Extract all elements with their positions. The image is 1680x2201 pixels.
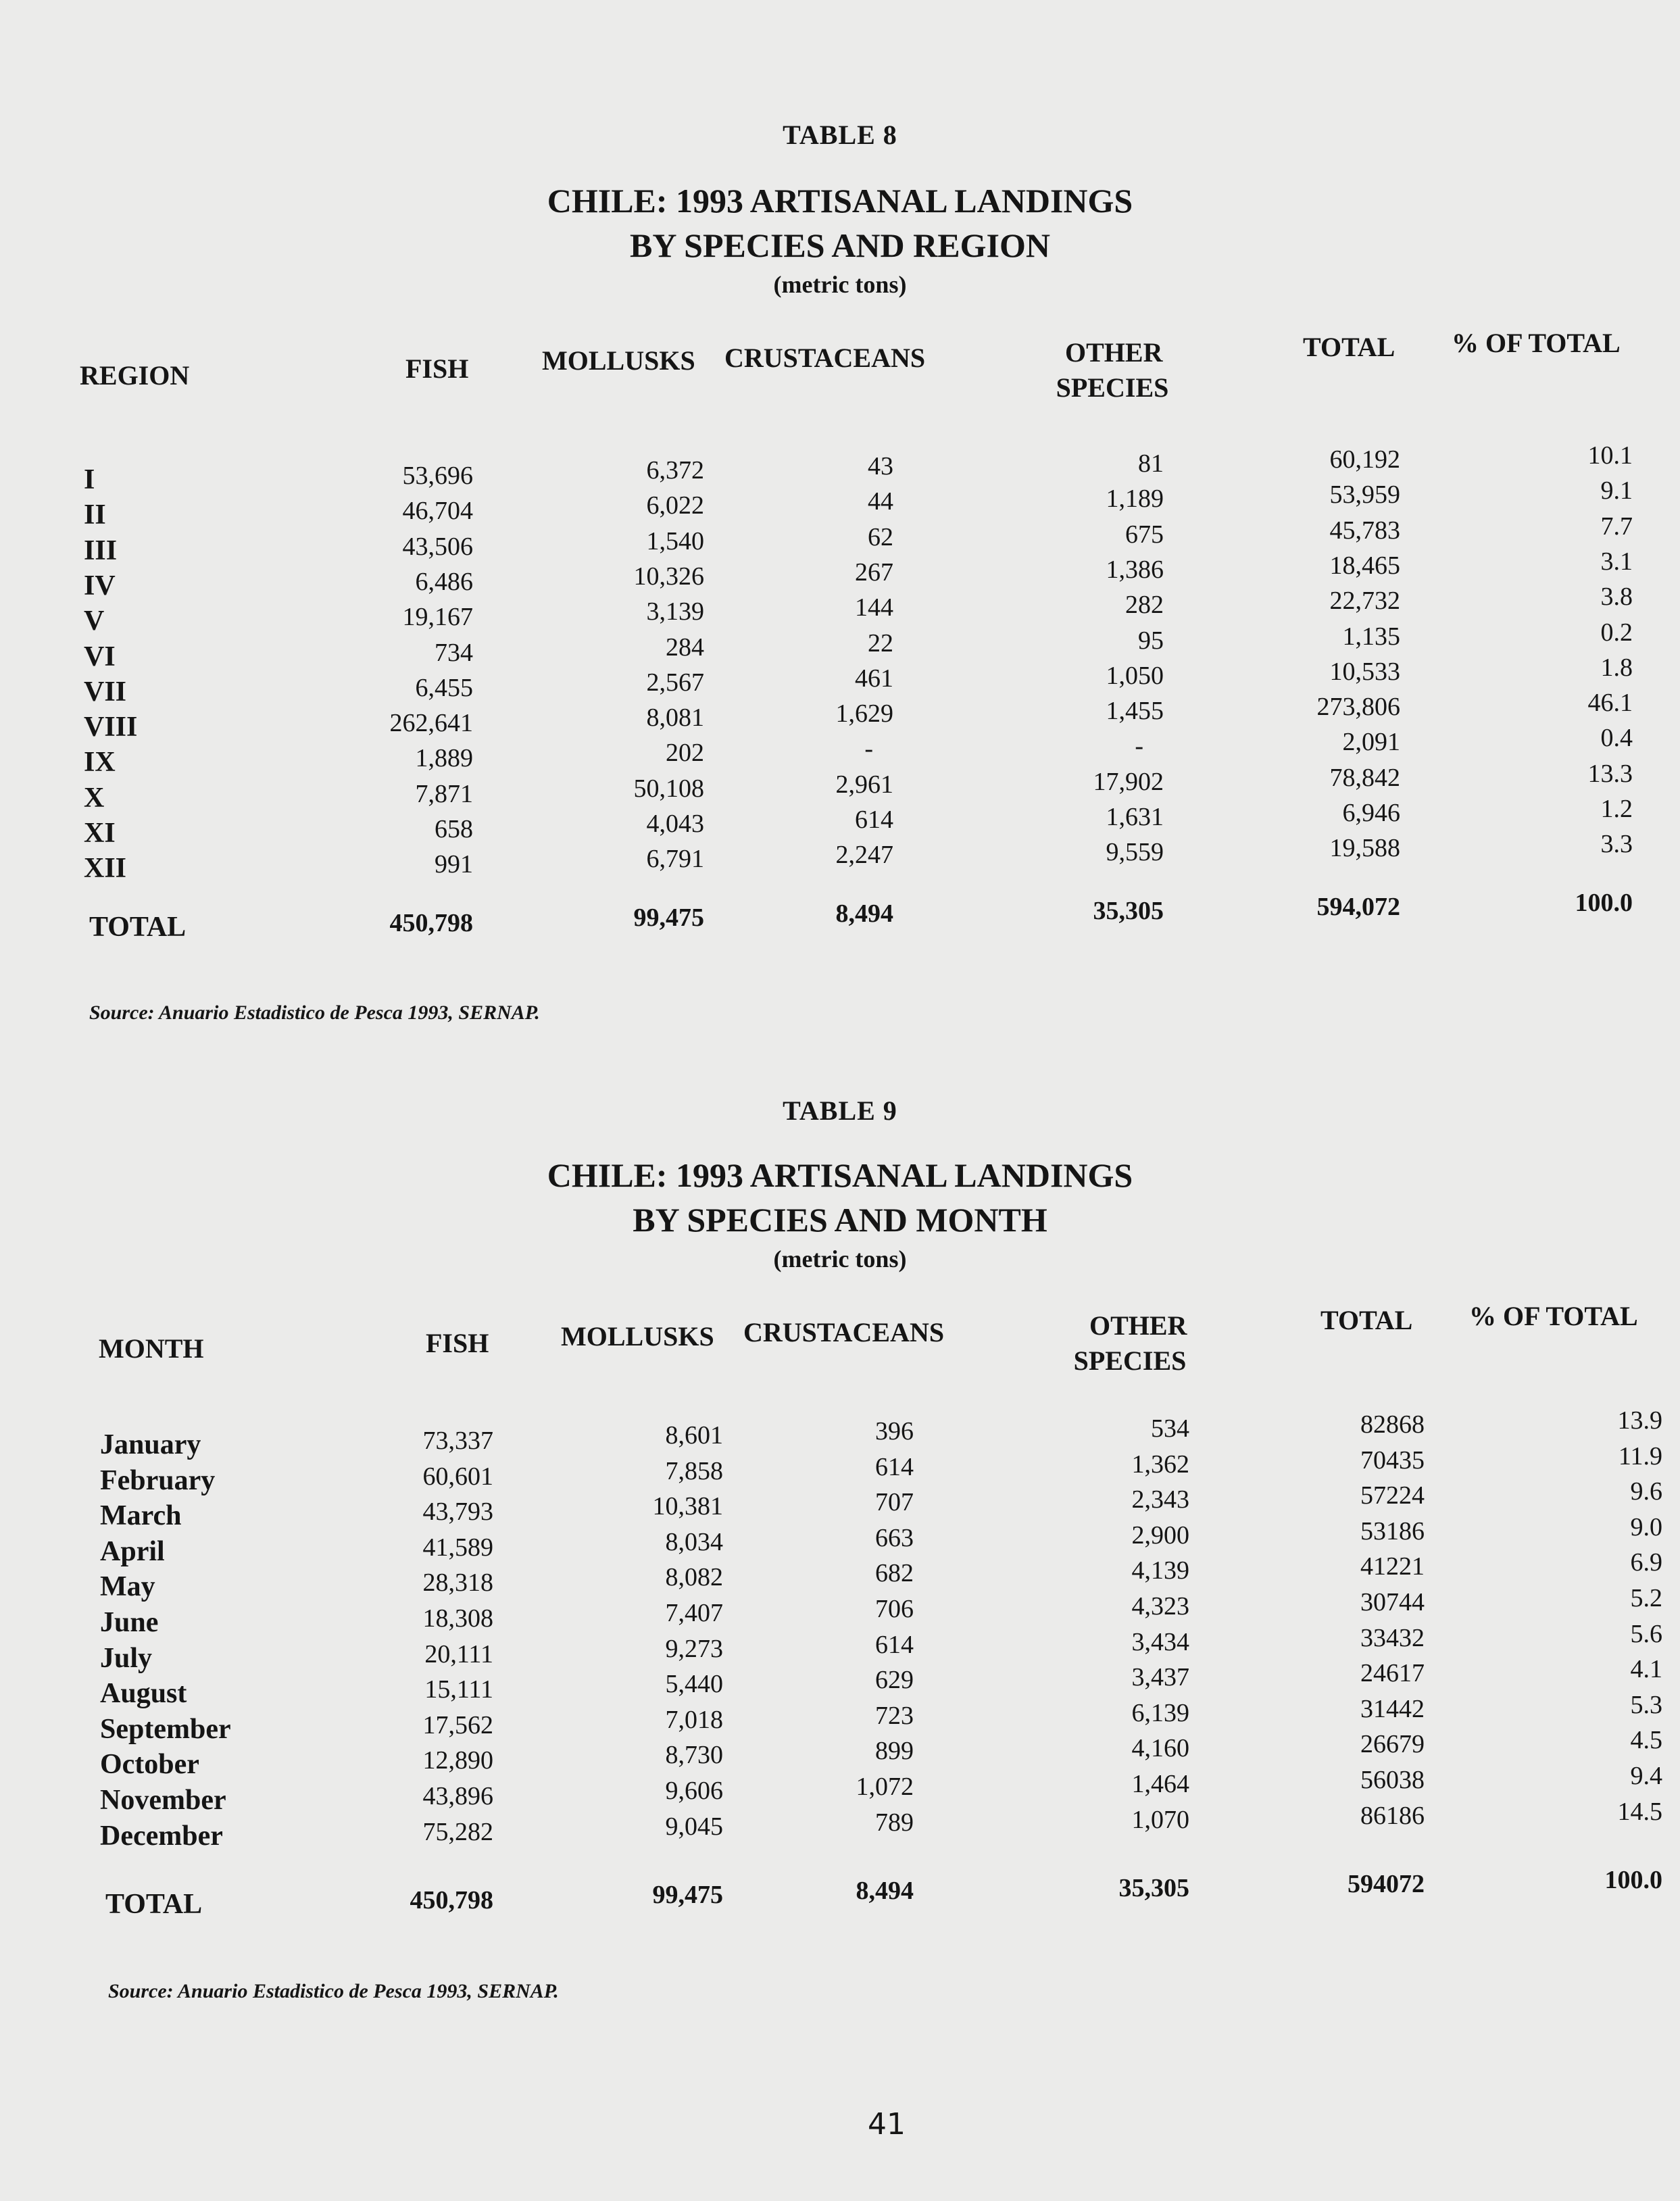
table9-cell-crustaceans: 789 xyxy=(875,1808,914,1837)
table8-total-label: TOTAL xyxy=(89,912,187,943)
table9-cell-total: 53186 xyxy=(1360,1516,1425,1545)
table9-cell-crustaceans: 1,072 xyxy=(856,1773,914,1801)
table8-cell-other: 17,902 xyxy=(1093,767,1164,796)
table8-cell-total: 19,588 xyxy=(1329,834,1400,863)
table9-cell-other: 4,323 xyxy=(1131,1592,1189,1621)
table8-cell-fish: 262,641 xyxy=(389,709,473,738)
table9-cell-pct: 6.9 xyxy=(1630,1548,1662,1577)
table9-cell-total: 31442 xyxy=(1360,1694,1425,1723)
table9-units: (metric tons) xyxy=(773,1245,907,1272)
table9-cell-fish: 73,337 xyxy=(422,1427,493,1455)
table9-cell-fish: 17,562 xyxy=(422,1710,493,1739)
table8-cell-crustaceans: 1,629 xyxy=(835,699,893,728)
table8-total-total: 594,072 xyxy=(1316,893,1400,921)
table8-cell-pct: 1.2 xyxy=(1600,795,1633,823)
table9-source: Source: Anuario Estadistico de Pesca 1993, SERNAP. xyxy=(108,1980,559,2002)
table9-cell-other: 3,434 xyxy=(1131,1627,1189,1656)
table8-cell-total: 18,465 xyxy=(1329,551,1400,580)
table9-cell-total: 33432 xyxy=(1360,1623,1425,1652)
table9-cell-pct: 14.5 xyxy=(1617,1797,1662,1826)
table9-header-mollusks: MOLLUSKS xyxy=(561,1321,714,1352)
page-number: 41 xyxy=(868,2107,906,2142)
table9-cell-total: 41221 xyxy=(1360,1552,1425,1581)
table9-header-other-line2: SPECIES xyxy=(1073,1345,1187,1376)
table9-cell-crustaceans: 707 xyxy=(875,1488,914,1517)
table9-total-total: 594072 xyxy=(1348,1870,1425,1898)
table8-cell-other: 81 xyxy=(1138,449,1164,478)
table9-cell-mollusks: 7,407 xyxy=(665,1599,723,1627)
table9-cell-mollusks: 9,045 xyxy=(665,1812,723,1841)
table8-cell-pct: 0.4 xyxy=(1600,724,1633,753)
table9-cell-fish: 43,896 xyxy=(422,1782,493,1810)
table8-cell-fish: 46,704 xyxy=(402,497,473,526)
table9-cell-other: 4,139 xyxy=(1131,1556,1189,1585)
table8-total-fish: 450,798 xyxy=(389,909,473,937)
table8-cell-pct: 10.1 xyxy=(1587,441,1633,470)
table9-cell-mollusks: 9,606 xyxy=(665,1777,723,1805)
table9-cell-fish: 15,111 xyxy=(424,1675,493,1704)
table9-header-pct: % OF TOTAL xyxy=(1469,1301,1638,1331)
table9-cell-mollusks: 10,381 xyxy=(652,1492,723,1521)
table8-header-total: TOTAL xyxy=(1303,332,1395,362)
table9-cell-other: 1,362 xyxy=(1131,1450,1189,1479)
table8-row-label: V xyxy=(84,605,105,637)
table8-cell-mollusks: 4,043 xyxy=(646,810,704,838)
table9-cell-total: 24617 xyxy=(1360,1659,1425,1688)
table8-cell-mollusks: 202 xyxy=(666,739,704,768)
table8-label: TABLE 8 xyxy=(783,120,897,150)
table8-cell-total: 53,959 xyxy=(1329,480,1400,510)
table8-total-pct: 100.0 xyxy=(1575,889,1633,917)
table9-cell-total: 30744 xyxy=(1360,1588,1425,1616)
table9-cell-total: 57224 xyxy=(1360,1481,1425,1510)
table8-cell-fish: 658 xyxy=(435,815,473,843)
table9-cell-pct: 5.3 xyxy=(1630,1690,1662,1719)
table8-cell-crustaceans: 62 xyxy=(868,522,893,551)
table8-cell-crustaceans: 43 xyxy=(868,452,893,480)
table8-cell-total: 10,533 xyxy=(1329,657,1400,686)
table8-cell-other: - xyxy=(1135,732,1143,761)
table8-header-crustaceans: CRUSTACEANS xyxy=(724,343,926,373)
table9-label: TABLE 9 xyxy=(783,1095,897,1126)
table8-cell-fish: 7,871 xyxy=(415,779,473,808)
table9-cell-other: 3,437 xyxy=(1131,1663,1189,1692)
table9-cell-pct: 13.9 xyxy=(1617,1406,1662,1435)
table8-header-fish: FISH xyxy=(405,353,469,384)
table9-cell-fish: 43,793 xyxy=(422,1498,493,1527)
table8-cell-total: 45,783 xyxy=(1329,516,1400,545)
table8-cell-fish: 19,167 xyxy=(402,603,473,632)
table9-cell-total: 82868 xyxy=(1360,1410,1425,1439)
table9-cell-crustaceans: 682 xyxy=(875,1559,914,1588)
table9-cell-crustaceans: 614 xyxy=(875,1630,914,1659)
table8-units: (metric tons) xyxy=(773,271,907,298)
table8-row-label: VII xyxy=(84,676,127,708)
table9-header-fish: FISH xyxy=(426,1328,489,1358)
table9-row-label: February xyxy=(100,1464,216,1496)
table8-cell-crustaceans: 144 xyxy=(855,593,893,622)
table9-cell-crustaceans: 899 xyxy=(875,1737,914,1766)
table9-cell-fish: 20,111 xyxy=(424,1639,493,1668)
table9-total-mollusks: 99,475 xyxy=(652,1881,723,1909)
table8-cell-crustaceans: 461 xyxy=(855,664,893,693)
table8-cell-mollusks: 3,139 xyxy=(646,597,704,626)
table9-cell-pct: 9.4 xyxy=(1630,1762,1662,1790)
table8-cell-other: 1,631 xyxy=(1106,803,1164,831)
table8-cell-fish: 6,455 xyxy=(415,673,473,702)
table9-title-line1: CHILE: 1993 ARTISANAL LANDINGS xyxy=(547,1156,1133,1194)
table9-total-label: TOTAL xyxy=(105,1889,203,1920)
table8-cell-mollusks: 8,081 xyxy=(646,703,704,733)
table8-cell-pct: 0.2 xyxy=(1600,618,1633,647)
table9-row-label: May xyxy=(100,1571,155,1603)
table8-cell-pct: 3.1 xyxy=(1600,547,1633,576)
table8-cell-crustaceans: - xyxy=(864,735,873,764)
table8-cell-other: 1,189 xyxy=(1106,485,1164,514)
table9-cell-pct: 4.1 xyxy=(1630,1655,1662,1684)
table8-cell-pct: 7.7 xyxy=(1600,512,1633,541)
table8-header-mollusks: MOLLUSKS xyxy=(542,345,695,376)
table8-cell-total: 78,842 xyxy=(1329,763,1400,792)
table9-cell-mollusks: 8,730 xyxy=(665,1741,723,1770)
table8-total-other: 35,305 xyxy=(1093,897,1164,925)
table8-cell-mollusks: 6,022 xyxy=(646,491,704,520)
table9-title-line2: BY SPECIES AND MONTH xyxy=(633,1201,1047,1239)
table9-cell-pct: 5.2 xyxy=(1630,1584,1662,1612)
table8-cell-total: 2,091 xyxy=(1342,728,1400,757)
table9-row-label: July xyxy=(100,1642,153,1674)
table8-cell-pct: 3.3 xyxy=(1600,830,1633,859)
table9-row-label: March xyxy=(100,1500,182,1532)
table9-cell-mollusks: 8,601 xyxy=(665,1421,723,1450)
table8-source: Source: Anuario Estadistico de Pesca 1993, SERNAP. xyxy=(89,1001,540,1024)
table9-row-label: June xyxy=(100,1607,159,1638)
table9-cell-pct: 9.6 xyxy=(1630,1477,1662,1506)
table9-cell-crustaceans: 706 xyxy=(875,1595,914,1623)
table8-cell-fish: 53,696 xyxy=(402,462,473,490)
table8-cell-fish: 734 xyxy=(435,638,473,667)
table8-cell-crustaceans: 22 xyxy=(868,628,893,658)
table9-total-fish: 450,798 xyxy=(410,1886,493,1914)
table8-header-other-line1: OTHER xyxy=(1065,337,1163,368)
table8-row-label: IX xyxy=(84,747,116,778)
table9-total-crustaceans: 8,494 xyxy=(856,1877,914,1905)
table8-cell-total: 6,946 xyxy=(1342,799,1400,827)
table8-cell-other: 1,386 xyxy=(1106,555,1164,584)
table8-cell-mollusks: 1,540 xyxy=(646,526,704,555)
table8-cell-crustaceans: 44 xyxy=(868,487,893,516)
table8-cell-total: 22,732 xyxy=(1329,587,1400,616)
table8-cell-mollusks: 50,108 xyxy=(633,774,704,803)
table8-title-line1: CHILE: 1993 ARTISANAL LANDINGS xyxy=(547,182,1133,220)
table9-header-crustaceans: CRUSTACEANS xyxy=(743,1317,945,1347)
table8-cell-pct: 3.8 xyxy=(1600,583,1633,612)
table8-cell-other: 95 xyxy=(1138,626,1164,655)
table9-cell-crustaceans: 629 xyxy=(875,1666,914,1695)
table8-cell-crustaceans: 2,961 xyxy=(835,770,893,799)
table9-header-month: MONTH xyxy=(99,1333,204,1364)
table9-cell-total: 56038 xyxy=(1360,1766,1425,1794)
table9-row-label: April xyxy=(100,1535,165,1567)
table8-cell-fish: 1,889 xyxy=(415,744,473,773)
table8-cell-other: 675 xyxy=(1125,520,1164,549)
table8-row-label: XI xyxy=(84,818,116,849)
table8-total-crustaceans: 8,494 xyxy=(835,899,893,928)
table8-cell-other: 1,455 xyxy=(1106,697,1164,726)
table9-cell-other: 2,343 xyxy=(1131,1485,1189,1514)
table9-total-other: 35,305 xyxy=(1118,1874,1189,1902)
table9-row-label: October xyxy=(100,1749,199,1781)
table9-cell-crustaceans: 396 xyxy=(875,1417,914,1445)
table8-cell-total: 60,192 xyxy=(1329,445,1400,474)
table9-row-label: January xyxy=(100,1429,201,1460)
table9-cell-other: 6,139 xyxy=(1131,1698,1189,1727)
table9-cell-pct: 4.5 xyxy=(1630,1726,1662,1755)
table9-cell-total: 26679 xyxy=(1360,1730,1425,1759)
table8-row-label: VIII xyxy=(84,712,138,743)
table9-cell-total: 86186 xyxy=(1360,1801,1425,1830)
table8-header-region: REGION xyxy=(80,360,190,391)
table8-row-label: XII xyxy=(84,853,127,885)
table9-cell-fish: 75,282 xyxy=(422,1817,493,1846)
table9-cell-other: 1,464 xyxy=(1131,1770,1189,1798)
table8-cell-crustaceans: 267 xyxy=(855,558,893,587)
table9-cell-mollusks: 7,018 xyxy=(665,1705,723,1734)
table8-header-other-line2: SPECIES xyxy=(1056,372,1169,403)
table8-cell-mollusks: 6,372 xyxy=(646,456,704,485)
table8-total-mollusks: 99,475 xyxy=(633,904,704,932)
table9-cell-mollusks: 5,440 xyxy=(665,1670,723,1699)
table8-cell-mollusks: 284 xyxy=(666,633,704,662)
table9-cell-pct: 11.9 xyxy=(1618,1441,1662,1470)
table9-cell-other: 2,900 xyxy=(1131,1520,1189,1550)
table9-row-label: August xyxy=(100,1678,187,1710)
table9-cell-other: 4,160 xyxy=(1131,1734,1189,1763)
table9-cell-fish: 12,890 xyxy=(422,1746,493,1775)
table9-header-total: TOTAL xyxy=(1320,1305,1413,1335)
table8-cell-fish: 991 xyxy=(435,850,473,879)
table9-row-label: December xyxy=(100,1820,223,1852)
table9-cell-mollusks: 8,082 xyxy=(665,1563,723,1592)
table8-cell-other: 9,559 xyxy=(1106,838,1164,867)
table8-cell-crustaceans: 2,247 xyxy=(835,841,893,870)
table9-cell-crustaceans: 663 xyxy=(875,1523,914,1552)
table9-cell-other: 1,070 xyxy=(1131,1805,1189,1834)
table9-cell-mollusks: 7,858 xyxy=(665,1456,723,1485)
table8-title-line2: BY SPECIES AND REGION xyxy=(630,226,1050,264)
table9-cell-fish: 60,601 xyxy=(422,1462,493,1491)
table8-cell-total: 1,135 xyxy=(1342,622,1400,651)
table8-row-label: IV xyxy=(84,570,116,601)
table9-cell-fish: 28,318 xyxy=(422,1568,493,1598)
table9-cell-other: 534 xyxy=(1151,1414,1189,1443)
table8-cell-other: 282 xyxy=(1125,591,1164,620)
table8-cell-mollusks: 2,567 xyxy=(646,668,704,697)
table8-cell-pct: 13.3 xyxy=(1587,759,1633,788)
table8-cell-total: 273,806 xyxy=(1316,693,1400,722)
table8-cell-pct: 9.1 xyxy=(1600,476,1633,505)
table9-cell-mollusks: 9,273 xyxy=(665,1634,723,1663)
table9-cell-crustaceans: 723 xyxy=(875,1701,914,1730)
table8-header-pct: % OF TOTAL xyxy=(1452,328,1621,358)
table8-row-label: II xyxy=(84,499,106,531)
table8-cell-fish: 43,506 xyxy=(402,532,473,561)
table9-row-label: September xyxy=(100,1713,231,1745)
table8-cell-mollusks: 6,791 xyxy=(646,845,704,874)
table9-cell-fish: 18,308 xyxy=(422,1604,493,1633)
table9-cell-pct: 9.0 xyxy=(1630,1512,1662,1541)
table8-cell-pct: 46.1 xyxy=(1587,689,1633,718)
table8-row-label: I xyxy=(84,464,95,495)
table8-row-label: VI xyxy=(84,641,116,672)
table9-total-pct: 100.0 xyxy=(1604,1866,1662,1894)
table8-row-label: X xyxy=(84,782,105,814)
table8-cell-mollusks: 10,326 xyxy=(633,562,704,591)
table9-cell-total: 70435 xyxy=(1360,1445,1425,1475)
table9-row-label: November xyxy=(100,1785,226,1816)
table9-cell-crustaceans: 614 xyxy=(875,1452,914,1481)
table9-header-other-line1: OTHER xyxy=(1089,1310,1187,1341)
table8-cell-other: 1,050 xyxy=(1106,661,1164,690)
table9-cell-fish: 41,589 xyxy=(422,1533,493,1562)
table8-cell-fish: 6,486 xyxy=(415,567,473,596)
table8-row-label: III xyxy=(84,535,118,566)
table9-cell-pct: 5.6 xyxy=(1630,1619,1662,1648)
table9-cell-mollusks: 8,034 xyxy=(665,1527,723,1556)
table8-cell-pct: 1.8 xyxy=(1600,653,1633,682)
table8-cell-crustaceans: 614 xyxy=(855,806,893,834)
